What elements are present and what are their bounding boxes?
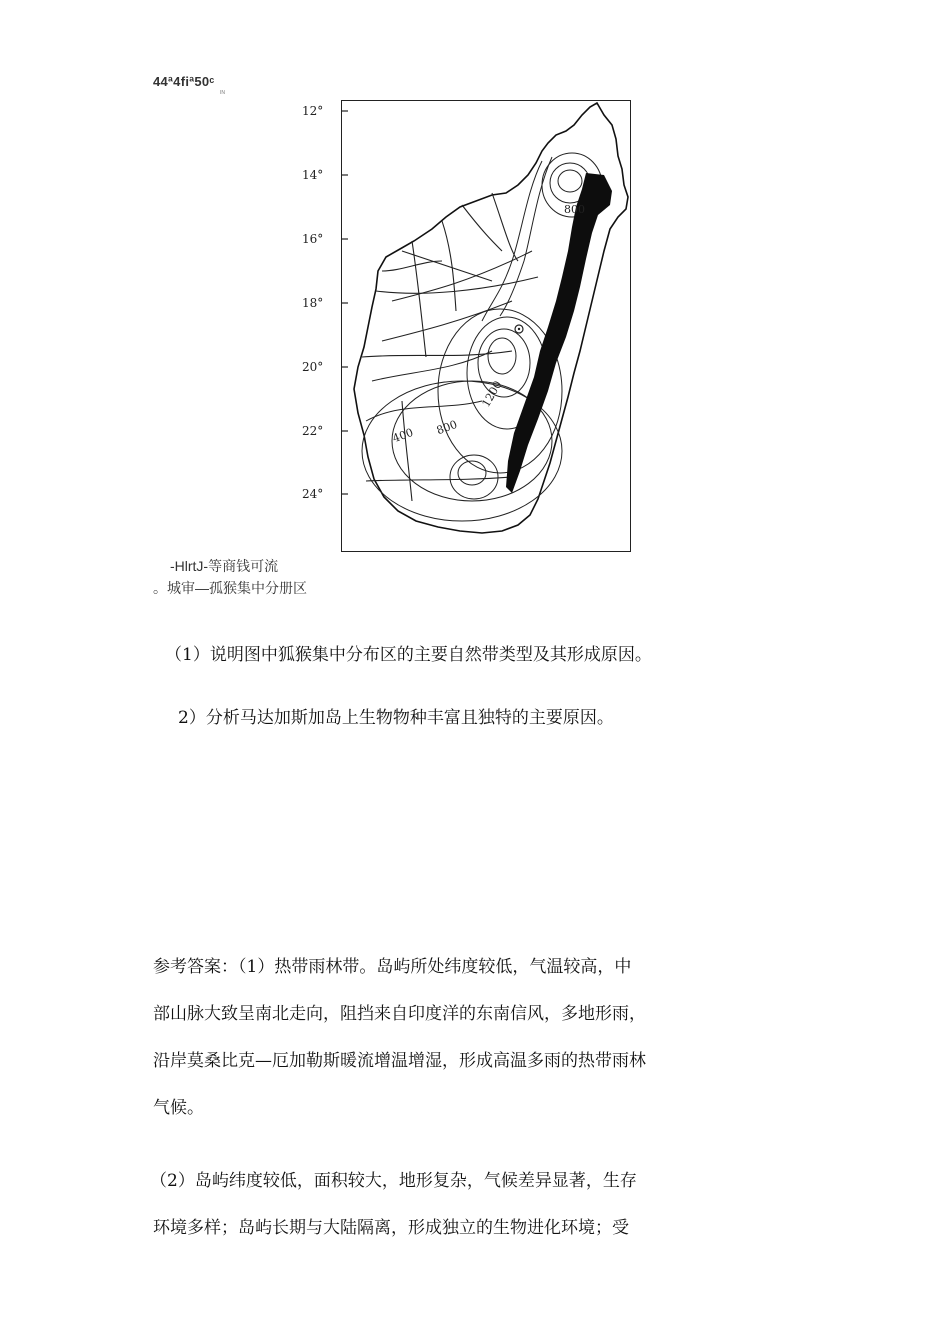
latitude-ticks [342,111,348,494]
contour-label-400: 400 [390,425,416,446]
answer-paragraph-1 [153,944,813,1132]
latitude-label-24: 24° [302,487,324,501]
madagascar-map-drawing [342,101,632,553]
answer-line: （2）岛屿纬度较低，面积较大，地形复杂，气候差异显著，生存 [150,1171,637,1191]
latitude-label-16: 16° [302,232,324,246]
latitude-label-12: 12° [302,104,324,118]
legend-lemur-zone: 。城审—孤猴集中分册区 [153,580,307,596]
latitude-label-14: 14° [302,168,324,182]
answer-line: 环境多样；岛屿长期与大陆隔离，形成独立的生物进化环境；受 [153,1218,629,1238]
contour-label-800-north: 800 [564,203,585,216]
latitude-label-22: 22° [302,424,324,438]
legend-contour-line: -HlrtJ-等商钱可流 [170,558,279,574]
answer-line: 气候。 [153,1098,204,1118]
answer-line: 部山脉大致呈南北走向，阻挡来自印度洋的东南信风，多地形雨， [153,1004,646,1024]
map-corner-label: 44ª4fiª50ᶜ [153,74,215,89]
question-1: （1）说明图中狐猴集中分布区的主要自然带类型及其形成原因。 [165,645,652,665]
answer-line: 沿岸莫桑比克—厄加勒斯暖流增温增湿，形成高温多雨的热带雨林 [153,1051,646,1071]
contour-label-1200: 1200 [479,378,505,410]
latitude-label-20: 20° [302,360,324,374]
lemur-distribution-zone [506,173,612,493]
map-corner-sublabel: IN [220,90,225,96]
contour-label-800-south: 800 [434,417,460,438]
latitude-label-18: 18° [302,296,324,310]
answer-line: 参考答案：（1）热带雨林带。岛屿所处纬度较低，气温较高，中 [153,957,632,977]
island-outline [354,103,628,533]
madagascar-map [341,100,631,552]
question-2: 2）分析马达加斯加岛上生物物种丰富且独特的主要原因。 [178,708,614,728]
answer-paragraph-2 [150,1158,810,1252]
